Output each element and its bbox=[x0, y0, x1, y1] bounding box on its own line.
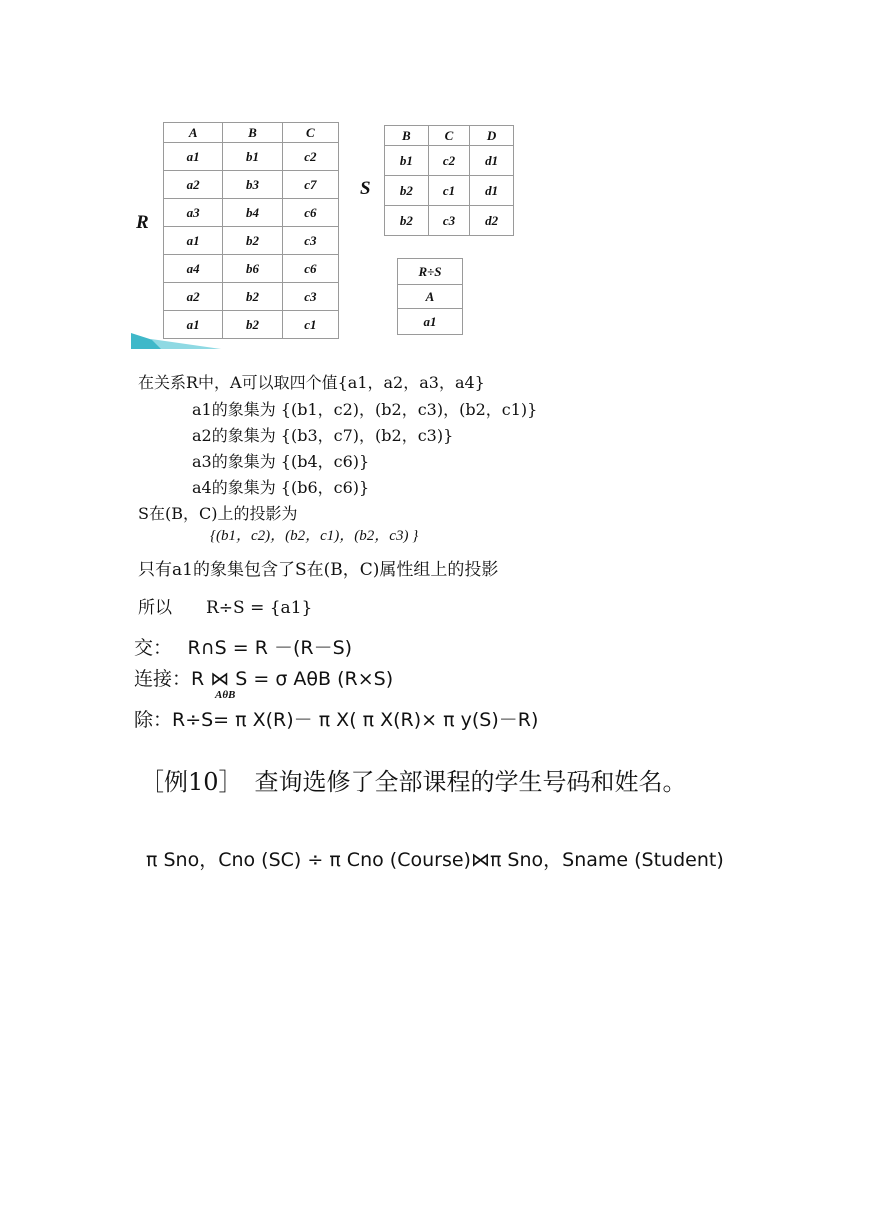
r-row bbox=[164, 227, 339, 255]
division-formula: 除：R÷S= π X(R)－ π X( π X(R)× π y(S)－R) bbox=[134, 709, 539, 731]
r-cell: a1 bbox=[164, 227, 223, 255]
division-value: a1 bbox=[398, 309, 463, 335]
relation-s-body bbox=[385, 146, 514, 236]
r-cell: a1 bbox=[164, 311, 223, 339]
r-cell: a1 bbox=[164, 143, 223, 171]
s-cell: c1 bbox=[428, 176, 470, 206]
r-cell: b4 bbox=[223, 199, 282, 227]
s-row bbox=[385, 146, 514, 176]
r-header-a: A bbox=[164, 123, 223, 143]
r-cell: c6 bbox=[282, 255, 338, 283]
s-cell: b2 bbox=[385, 176, 429, 206]
relation-s-label: S bbox=[360, 178, 371, 199]
r-cell: b1 bbox=[223, 143, 282, 171]
r-cell: c1 bbox=[282, 311, 338, 339]
r-cell: b2 bbox=[223, 311, 282, 339]
intersection-formula: 交： R∩S = R －(R－S) bbox=[134, 637, 353, 659]
s-header-d: D bbox=[470, 126, 514, 146]
relation-r-label: R bbox=[136, 212, 149, 233]
text-line-6: S在(B，C)上的投影为 bbox=[138, 504, 298, 523]
r-cell: b3 bbox=[223, 171, 282, 199]
r-cell: b2 bbox=[223, 227, 282, 255]
s-header-c: C bbox=[428, 126, 470, 146]
relation-r-table bbox=[163, 122, 339, 339]
text-line-7: {(b1，c2)，(b2，c1)，(b2，c3) } bbox=[210, 528, 419, 544]
s-cell: b1 bbox=[385, 146, 429, 176]
s-cell: b2 bbox=[385, 206, 429, 236]
s-cell: c3 bbox=[428, 206, 470, 236]
r-cell: c3 bbox=[282, 227, 338, 255]
r-row bbox=[164, 283, 339, 311]
r-cell: a4 bbox=[164, 255, 223, 283]
text-line-8: 只有a1的象集包含了S在(B，C)属性组上的投影 bbox=[138, 560, 499, 580]
r-cell: c2 bbox=[282, 143, 338, 171]
r-row bbox=[164, 171, 339, 199]
relation-r-body bbox=[164, 143, 339, 339]
r-cell: b2 bbox=[223, 283, 282, 311]
r-cell: a3 bbox=[164, 199, 223, 227]
r-row bbox=[164, 143, 339, 171]
r-row bbox=[164, 255, 339, 283]
r-cell: a2 bbox=[164, 171, 223, 199]
division-header: R÷S bbox=[398, 259, 463, 285]
slide-accent-graphic bbox=[131, 333, 221, 349]
relation-s-table bbox=[384, 125, 514, 236]
r-header-c: C bbox=[282, 123, 338, 143]
s-cell: d1 bbox=[470, 176, 514, 206]
r-row bbox=[164, 199, 339, 227]
text-line-1: 在关系R中，A可以取四个值{a1，a2，a3，a4} bbox=[138, 373, 485, 392]
r-cell: c7 bbox=[282, 171, 338, 199]
r-header-b: B bbox=[223, 123, 282, 143]
text-line-9: 所以 R÷S = {a1} bbox=[138, 598, 313, 618]
r-cell: a2 bbox=[164, 283, 223, 311]
s-cell: d2 bbox=[470, 206, 514, 236]
text-line-2: a1的象集为 {(b1，c2)，(b2，c3)，(b2，c1)} bbox=[192, 400, 538, 419]
s-row bbox=[385, 206, 514, 236]
text-line-5: a4的象集为 {(b6，c6)} bbox=[192, 478, 370, 497]
s-cell: c2 bbox=[428, 146, 470, 176]
division-result-table bbox=[397, 258, 463, 335]
r-cell: c6 bbox=[282, 199, 338, 227]
example-10-formula: π Sno，Cno (SC) ÷ π Cno (Course)⋈π Sno，Sname (Student) bbox=[146, 849, 724, 871]
text-line-4: a3的象集为 {(b4，c6)} bbox=[192, 452, 370, 471]
example-10-title: ［例10］ 查询选修了全部课程的学生号码和姓名。 bbox=[140, 768, 687, 796]
division-column: A bbox=[398, 285, 463, 309]
join-formula: 连接：R ⋈ S = σ AθB (R×S) bbox=[134, 668, 394, 690]
s-header-b: B bbox=[385, 126, 429, 146]
r-cell: c3 bbox=[282, 283, 338, 311]
s-cell: d1 bbox=[470, 146, 514, 176]
join-subscript: AθB bbox=[215, 689, 236, 701]
r-cell: b6 bbox=[223, 255, 282, 283]
s-row bbox=[385, 176, 514, 206]
text-line-3: a2的象集为 {(b3，c7)，(b2，c3)} bbox=[192, 426, 454, 445]
